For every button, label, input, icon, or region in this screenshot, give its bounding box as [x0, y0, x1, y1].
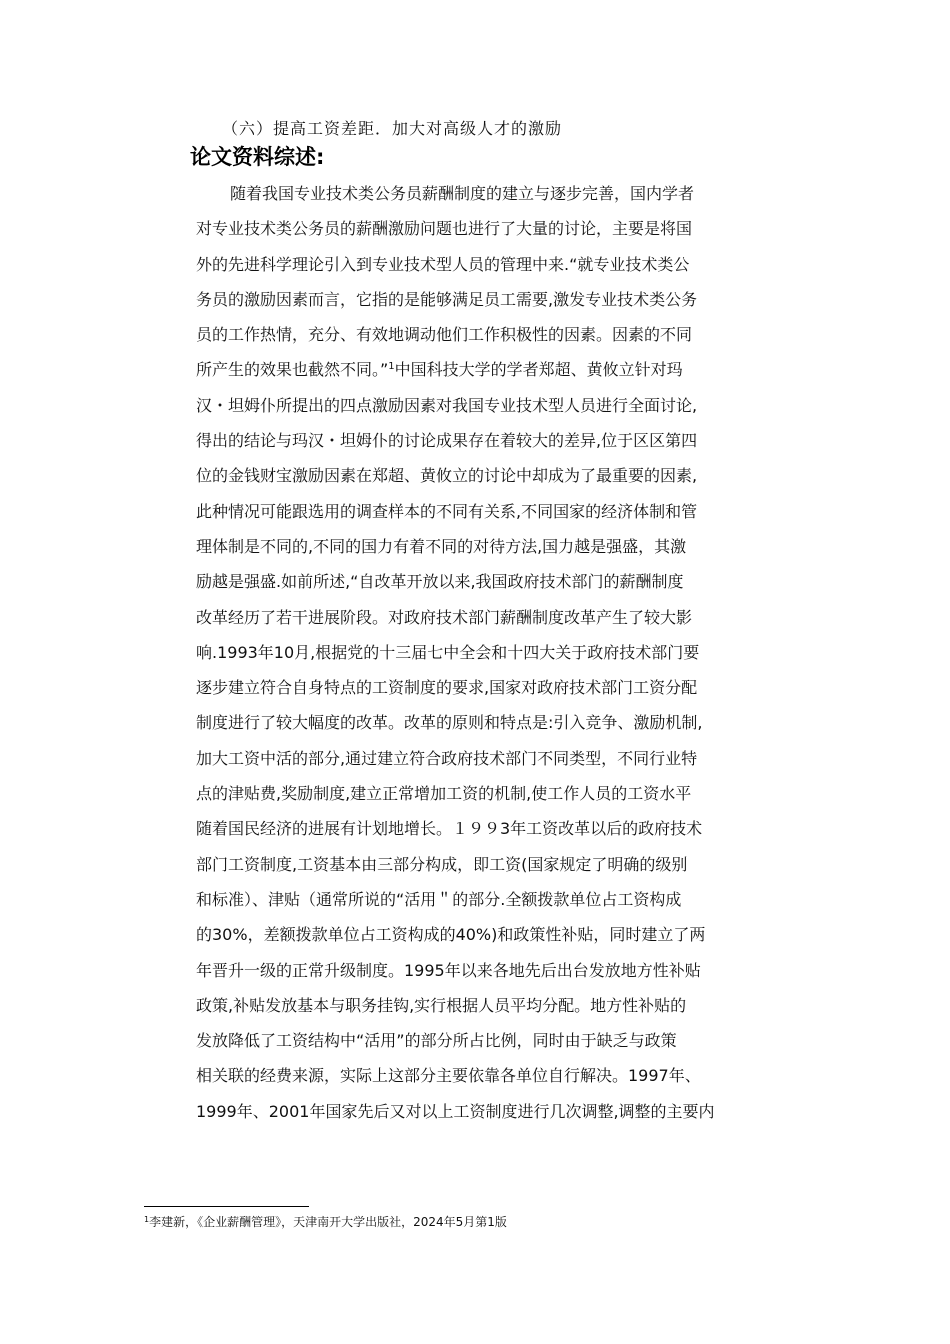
- text-line: 随着我国专业技术类公务员薪酬制度的建立与逐步完善，国内学者: [230, 184, 695, 203]
- section-subheading: （六）提高工资差距．加大对高级人才的激励: [222, 119, 563, 138]
- section-heading: 论文资料综述:: [190, 145, 325, 169]
- body-text: [196, 176, 806, 1129]
- text-line: 改革经历了若干进展阶段。对政府技术部门薪酬制度改革产生了较大影: [196, 607, 693, 627]
- footnote-marker: 1: [144, 1215, 150, 1224]
- text-line: 随着国民经济的进展有计划地增长。１９９3年工资改革以后的政府技术: [196, 819, 703, 839]
- text-line: 点的津贴费,奖励制度,建立正常增加工资的机制,使工作人员的工资水平: [196, 784, 692, 804]
- text-line: 逐步建立符合自身特点的工资制度的要求,国家对政府技术部门工资分配: [196, 678, 698, 698]
- text-line: 外的先进科学理论引入到专业技术型人员的管理中来.“就专业技术类公: [196, 254, 690, 274]
- text-line: 对专业技术类公务员的薪酬激励问题也进行了大量的讨论，主要是将国: [196, 219, 693, 239]
- text-line: 理体制是不同的,不同的国力有着不同的对待方法,国力越是强盛，其激: [196, 536, 687, 556]
- text-line: 和标准）、津贴（通常所说的“活用＂的部分.全额拨款单位占工资构成: [196, 889, 682, 909]
- text-line-with-footnote: [196, 352, 806, 387]
- text-line: 汉・坦姆仆所提出的四点激励因素对我国专业技术型人员进行全面讨论,: [196, 395, 698, 415]
- text-line: 发放降低了工资结构中“活用”的部分所占比例，同时由于缺乏与政策: [196, 1031, 677, 1051]
- footnote-text: 李建新，《企业薪酬管理》，天津南开大学出版社，2024年5月第1版: [149, 1215, 507, 1229]
- text-line: 此种情况可能跟选用的调查样本的不同有关系,不同国家的经济体制和管: [196, 501, 698, 521]
- text-line: 年晋升一级的正常升级制度。1995年以来各地先后出台发放地方性补贴: [196, 960, 701, 980]
- text-line: 的30%，差额拨款单位占工资构成的40%)和政策性补贴，同时建立了两: [196, 925, 706, 945]
- text-line: 制度进行了较大幅度的改革。改革的原则和特点是:引入竞争、激励机制,: [196, 713, 703, 733]
- text-line: 务员的激励因素而言，它指的是能够满足员工需要,激发专业技术类公务: [196, 289, 698, 309]
- text-line: 政策,补贴发放基本与职务挂钩,实行根据人员平均分配。地方性补贴的: [196, 995, 687, 1015]
- text-line: 部门工资制度,工资基本由三部分构成，即工资(国家规定了明确的级别: [196, 854, 688, 874]
- footnote: [144, 1213, 507, 1230]
- text-segment: 所产生的效果也截然不同。”: [196, 360, 389, 380]
- footnote-reference[interactable]: 1: [388, 361, 395, 373]
- text-line: 励越是强盛.如前所述,“自改革开放以来,我国政府技术部门的薪酬制度: [196, 572, 684, 592]
- footnote-separator: [144, 1206, 309, 1207]
- text-segment: 中国科技大学的学者郑超、黄攸立针对玛: [394, 360, 683, 380]
- text-line: 响.1993年10月,根据党的十三届七中全会和十四大关于政府技术部门要: [196, 642, 700, 662]
- text-line: 1999年、2001年国家先后又对以上工资制度进行几次调整,调整的主要内: [196, 1101, 715, 1121]
- text-line: 加大工资中活的部分,通过建立符合政府技术部门不同类型，不同行业特: [196, 748, 698, 768]
- text-line: 位的金钱财宝激励因素在郑超、黄攸立的讨论中却成为了最重要的因素,: [196, 466, 698, 486]
- text-line: 员的工作热情，充分、有效地调动他们工作积极性的因素。因素的不同: [196, 325, 693, 345]
- text-line: 得出的结论与玛汉・坦姆仆的讨论成果存在着较大的差异,位于区区第四: [196, 431, 698, 451]
- text-line: 相关联的经费来源，实际上这部分主要依靠各单位自行解决。1997年、: [196, 1066, 701, 1086]
